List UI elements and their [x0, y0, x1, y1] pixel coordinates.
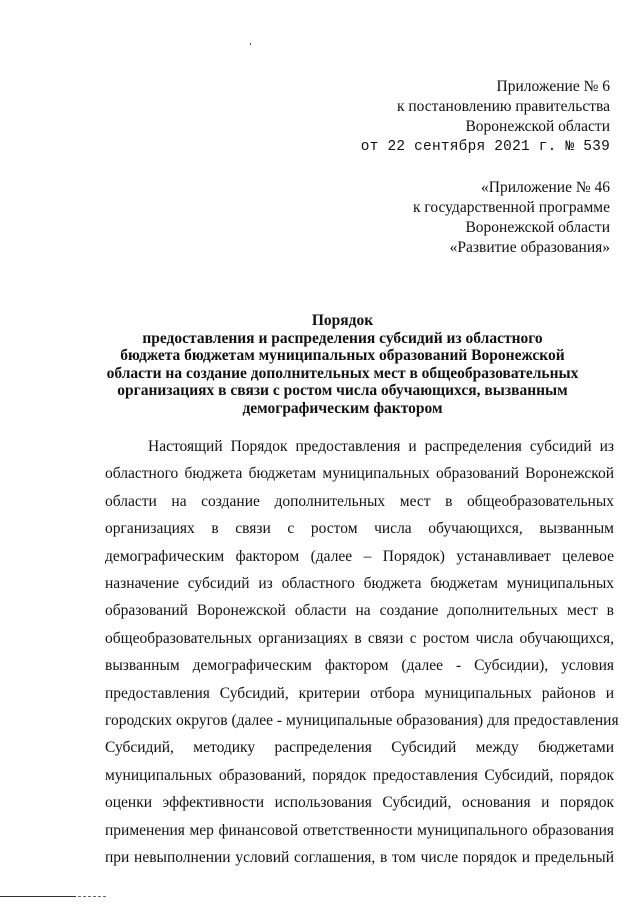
body-line: области на создание дополнительных мест в общеобразовательных [105, 492, 614, 510]
body-line: муниципальных образований, порядок предоставления Субсидий, порядок [105, 766, 614, 784]
footer-rule [0, 896, 76, 897]
appendix-46-number: «Приложение № 46 [481, 179, 610, 196]
body-paragraph [105, 433, 619, 872]
appendix-46-header [413, 178, 610, 258]
title-line: Порядок [311, 312, 374, 329]
body-line: общеобразовательных организациях в связи с ростом числа обучающихся, [105, 629, 614, 647]
body-line: образований Воронежской области на создание дополнительных мест в [105, 602, 614, 620]
body-line: организациях в связи с ростом числа обучающихся, вызванным [105, 520, 614, 538]
appendix-6-header [361, 77, 610, 157]
scan-speck [250, 43, 251, 45]
body-line: Субсидий, методику распределения Субсидий между бюджетами [105, 739, 614, 757]
body-line: городских округов (далее - муниципальные образования) для предоставления [105, 712, 619, 730]
appendix-46-program-name: «Развитие образования» [449, 239, 610, 256]
title-line: демографическим фактором [242, 399, 443, 417]
appendix-6-region: Воронежской области [465, 118, 610, 135]
body-line: при невыполнении условий соглашения, в том числе порядок и предельный [105, 849, 614, 867]
appendix-6-resolution: к постановлению правительства [396, 98, 610, 115]
body-line: предоставления Субсидий, критерии отбора муниципальных районов и [105, 684, 614, 702]
title-line: бюджета бюджетам муниципальных образований Воронежской [120, 347, 565, 365]
footer-rule-dashed [78, 896, 106, 898]
title-line: области на создание дополнительных мест в общеобразовательных [106, 364, 579, 382]
body-line: применения мер финансовой ответственности муниципального образования [105, 821, 614, 839]
body-line: областного бюджета бюджетам муниципальных образований Воронежской [105, 465, 614, 483]
appendix-6-date: от 22 сентября 2021 г. № 539 [360, 139, 610, 155]
document-title [70, 312, 615, 418]
body-line: оценки эффективности использования Субсидий, основания и порядок [105, 794, 614, 812]
title-line: предоставления и распределения субсидий из областного [142, 329, 543, 347]
appendix-46-program: к государственной программе [412, 199, 610, 216]
title-line: организациях в связи с ростом числа обучающихся, вызванным [117, 382, 568, 400]
body-line: Настоящий Порядок предоставления и распределения субсидий из [148, 438, 614, 455]
body-line: демографическим фактором (далее – Порядок) устанавливает целевое [105, 547, 614, 565]
body-line: назначение субсидий из областного бюджета бюджетам муниципальных [105, 575, 614, 593]
body-line: вызванным демографическим фактором (далее - Субсидии), условия [105, 657, 614, 675]
appendix-6-number: Приложение № 6 [496, 78, 610, 95]
appendix-46-region: Воронежской области [465, 219, 610, 236]
